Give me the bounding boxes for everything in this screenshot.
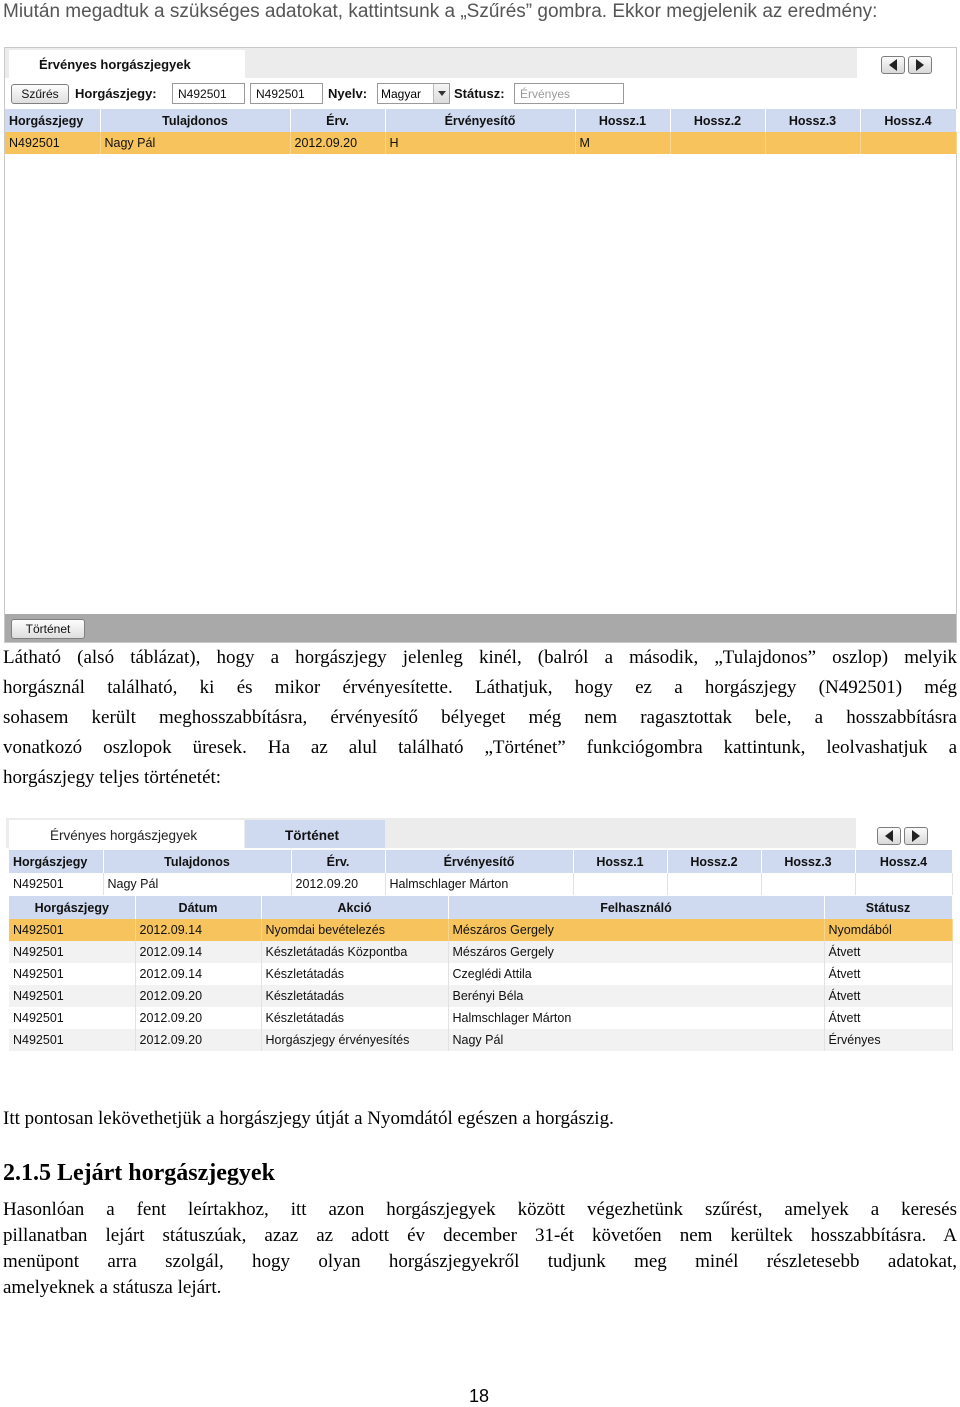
paragraph-line: Látható (alsó táblázat), hogy a horgászjegy jelenleg kinél, (balról a második, „Tulajdonos” oszlop) melyik bbox=[3, 647, 957, 668]
table-cell: 2012.09.20 bbox=[135, 1007, 261, 1029]
table-header-row bbox=[5, 109, 956, 132]
table-cell: Készletátadás bbox=[261, 963, 448, 985]
license-table bbox=[9, 850, 953, 895]
chevron-left-icon bbox=[889, 59, 897, 71]
table-cell: N492501 bbox=[9, 873, 103, 895]
table-cell: Berényi Béla bbox=[448, 985, 824, 1007]
column-header[interactable]: Felhasználó bbox=[448, 896, 824, 919]
table-row[interactable] bbox=[9, 941, 952, 963]
paragraph-line: horgásznál található, ki és mikor érvényesítette. Láthatjuk, hogy ez a horgászjegy (N492501) még bbox=[3, 677, 957, 698]
table-cell: Érvényes bbox=[824, 1029, 952, 1051]
table-cell: N492501 bbox=[9, 1007, 135, 1029]
table-cell: Átvett bbox=[824, 985, 952, 1007]
table-cell: 2012.09.14 bbox=[135, 963, 261, 985]
table-cell bbox=[855, 873, 952, 895]
column-header[interactable]: Hossz.3 bbox=[761, 850, 855, 873]
table-cell: Nyomdából bbox=[824, 919, 952, 941]
chevron-left-icon bbox=[885, 830, 893, 842]
table-cell: Halmschlager Márton bbox=[448, 1007, 824, 1029]
paragraph-line: horgászjegy teljes történetét: bbox=[3, 767, 222, 788]
valid-licenses-table bbox=[5, 109, 957, 154]
paragraph-1 bbox=[3, 643, 957, 793]
column-header[interactable]: Akció bbox=[261, 896, 448, 919]
tab-history-label: Történet bbox=[285, 828, 339, 843]
column-header[interactable]: Horgászjegy bbox=[5, 109, 100, 132]
column-header[interactable]: Hossz.4 bbox=[855, 850, 952, 873]
table-cell: 2012.09.14 bbox=[135, 941, 261, 963]
intro-text: Miután megadtuk a szükséges adatokat, kattintsunk a „Szűrés” gombra. Ekkor megjelenik az eredmény: bbox=[3, 1, 878, 22]
status-input: Érvényes bbox=[514, 83, 624, 104]
column-header[interactable]: Érvényesítő bbox=[385, 850, 573, 873]
table-cell bbox=[765, 132, 860, 154]
table-cell: Mészáros Gergely bbox=[448, 919, 824, 941]
history-button[interactable]: Történet bbox=[11, 619, 85, 639]
table-cell bbox=[860, 132, 956, 154]
filter-button[interactable]: Szűrés bbox=[11, 84, 69, 104]
bottom-bar bbox=[5, 614, 956, 642]
language-select-value: Magyar bbox=[381, 86, 422, 101]
table-cell: Átvett bbox=[824, 963, 952, 985]
table-row[interactable] bbox=[9, 963, 952, 985]
tab-valid-licenses-label: Érvényes horgászjegyek bbox=[39, 57, 191, 72]
column-header[interactable]: Érvényesítő bbox=[385, 109, 575, 132]
table-cell bbox=[573, 873, 667, 895]
screenshot-valid-licenses bbox=[4, 47, 957, 643]
history-table bbox=[9, 896, 953, 1051]
section-heading: 2.1.5 Lejárt horgászjegyek bbox=[3, 1160, 275, 1186]
column-header[interactable]: Hossz.3 bbox=[765, 109, 860, 132]
chevron-right-icon bbox=[912, 830, 920, 842]
table-cell: Nagy Pál bbox=[100, 132, 290, 154]
table-row[interactable] bbox=[9, 873, 952, 895]
table-row[interactable] bbox=[5, 132, 956, 154]
table-cell: N492501 bbox=[9, 963, 135, 985]
table-cell: Nagy Pál bbox=[103, 873, 291, 895]
column-header[interactable]: Horgászjegy bbox=[9, 896, 135, 919]
table-cell: 2012.09.20 bbox=[135, 985, 261, 1007]
table-cell: Készletátadás bbox=[261, 985, 448, 1007]
table-cell: H bbox=[385, 132, 575, 154]
column-header[interactable]: Érv. bbox=[291, 850, 385, 873]
paragraph-line: amelyeknek a státusza lejárt. bbox=[3, 1277, 222, 1298]
paragraph-line: pillanatban lejárt státuszúak, azaz az adott év december 31-ét követően nem kerültek hosszabbításra. A bbox=[3, 1225, 957, 1246]
page-number: 18 bbox=[469, 1386, 490, 1406]
table-header-row bbox=[9, 850, 952, 873]
paragraph-line: Hasonlóan a fent leírtakhoz, itt azon horgászjegyek között végezhetünk szűrést, amelyek a keresés bbox=[3, 1199, 957, 1220]
column-header[interactable]: Hossz.1 bbox=[575, 109, 670, 132]
column-header[interactable]: Érv. bbox=[290, 109, 385, 132]
pager-right-area bbox=[857, 48, 956, 78]
column-header[interactable]: Hossz.2 bbox=[667, 850, 761, 873]
table-cell: 2012.09.14 bbox=[135, 919, 261, 941]
table-cell: 2012.09.20 bbox=[291, 873, 385, 895]
table-cell: N492501 bbox=[9, 919, 135, 941]
column-header[interactable]: Dátum bbox=[135, 896, 261, 919]
prev-page-button[interactable] bbox=[877, 827, 901, 845]
tab-valid-licenses-label: Érvényes horgászjegyek bbox=[50, 828, 198, 843]
table-cell: Átvett bbox=[824, 941, 952, 963]
table-cell bbox=[667, 873, 761, 895]
table-header-row bbox=[9, 896, 952, 919]
table-cell: Mészáros Gergely bbox=[448, 941, 824, 963]
table-cell: Átvett bbox=[824, 1007, 952, 1029]
table-row[interactable] bbox=[9, 919, 952, 941]
prev-page-button[interactable] bbox=[881, 56, 905, 74]
status-label: Státusz: bbox=[454, 86, 505, 101]
table-cell: 2012.09.20 bbox=[135, 1029, 261, 1051]
language-label: Nyelv: bbox=[328, 86, 368, 101]
table-cell: N492501 bbox=[9, 985, 135, 1007]
table-cell: Czeglédi Attila bbox=[448, 963, 824, 985]
next-page-button[interactable] bbox=[904, 827, 928, 845]
table-cell: N492501 bbox=[9, 941, 135, 963]
table-cell: 2012.09.20 bbox=[290, 132, 385, 154]
column-header[interactable]: Tulajdonos bbox=[103, 850, 291, 873]
table-cell: Készletátadás Központba bbox=[261, 941, 448, 963]
column-header[interactable]: Hossz.2 bbox=[670, 109, 765, 132]
table-cell: M bbox=[575, 132, 670, 154]
table-row[interactable] bbox=[9, 1007, 952, 1029]
table-cell bbox=[761, 873, 855, 895]
paragraph-line: sohasem került meghosszabbításra, érvényesítő bélyeget még nem ragasztottak bele, a hosszabbításra bbox=[3, 707, 957, 728]
paragraph-3 bbox=[3, 1197, 957, 1301]
table-cell: Halmschlager Márton bbox=[385, 873, 573, 895]
license-label: Horgászjegy: bbox=[75, 86, 157, 101]
table-cell: Horgászjegy érvényesítés bbox=[261, 1029, 448, 1051]
table-cell: N492501 bbox=[9, 1029, 135, 1051]
table-cell: Nyomdai bevételezés bbox=[261, 919, 448, 941]
license-to-input[interactable]: N492501 bbox=[250, 83, 323, 104]
table-row[interactable] bbox=[9, 985, 952, 1007]
license-from-input[interactable]: N492501 bbox=[172, 83, 245, 104]
table-cell: Nagy Pál bbox=[448, 1029, 824, 1051]
screenshot-history bbox=[6, 818, 952, 1082]
table-cell: N492501 bbox=[5, 132, 100, 154]
table-cell bbox=[670, 132, 765, 154]
paragraph-line: vonatkozó oszlopok üresek. Ha az alul található „Történet” funkciógombra kattintunk, leolvashatjuk a bbox=[3, 737, 957, 758]
column-header[interactable]: Horgászjegy bbox=[9, 850, 103, 873]
column-header[interactable]: Hossz.1 bbox=[573, 850, 667, 873]
chevron-right-icon bbox=[916, 59, 924, 71]
paragraph-2: Itt pontosan lekövethetjük a horgászjegy útját a Nyomdától egészen a horgászig. bbox=[3, 1108, 614, 1129]
language-select[interactable] bbox=[377, 83, 450, 104]
paragraph-line: menüpont arra szolgál, hogy olyan horgászjegyekről tudjunk meg minél részletesebb adatokat, bbox=[3, 1251, 957, 1272]
column-header[interactable]: Státusz bbox=[824, 896, 952, 919]
table-row[interactable] bbox=[9, 1029, 952, 1051]
chevron-down-icon bbox=[433, 84, 449, 103]
next-page-button[interactable] bbox=[908, 56, 932, 74]
column-header[interactable]: Hossz.4 bbox=[860, 109, 956, 132]
table-cell: Készletátadás bbox=[261, 1007, 448, 1029]
column-header[interactable]: Tulajdonos bbox=[100, 109, 290, 132]
